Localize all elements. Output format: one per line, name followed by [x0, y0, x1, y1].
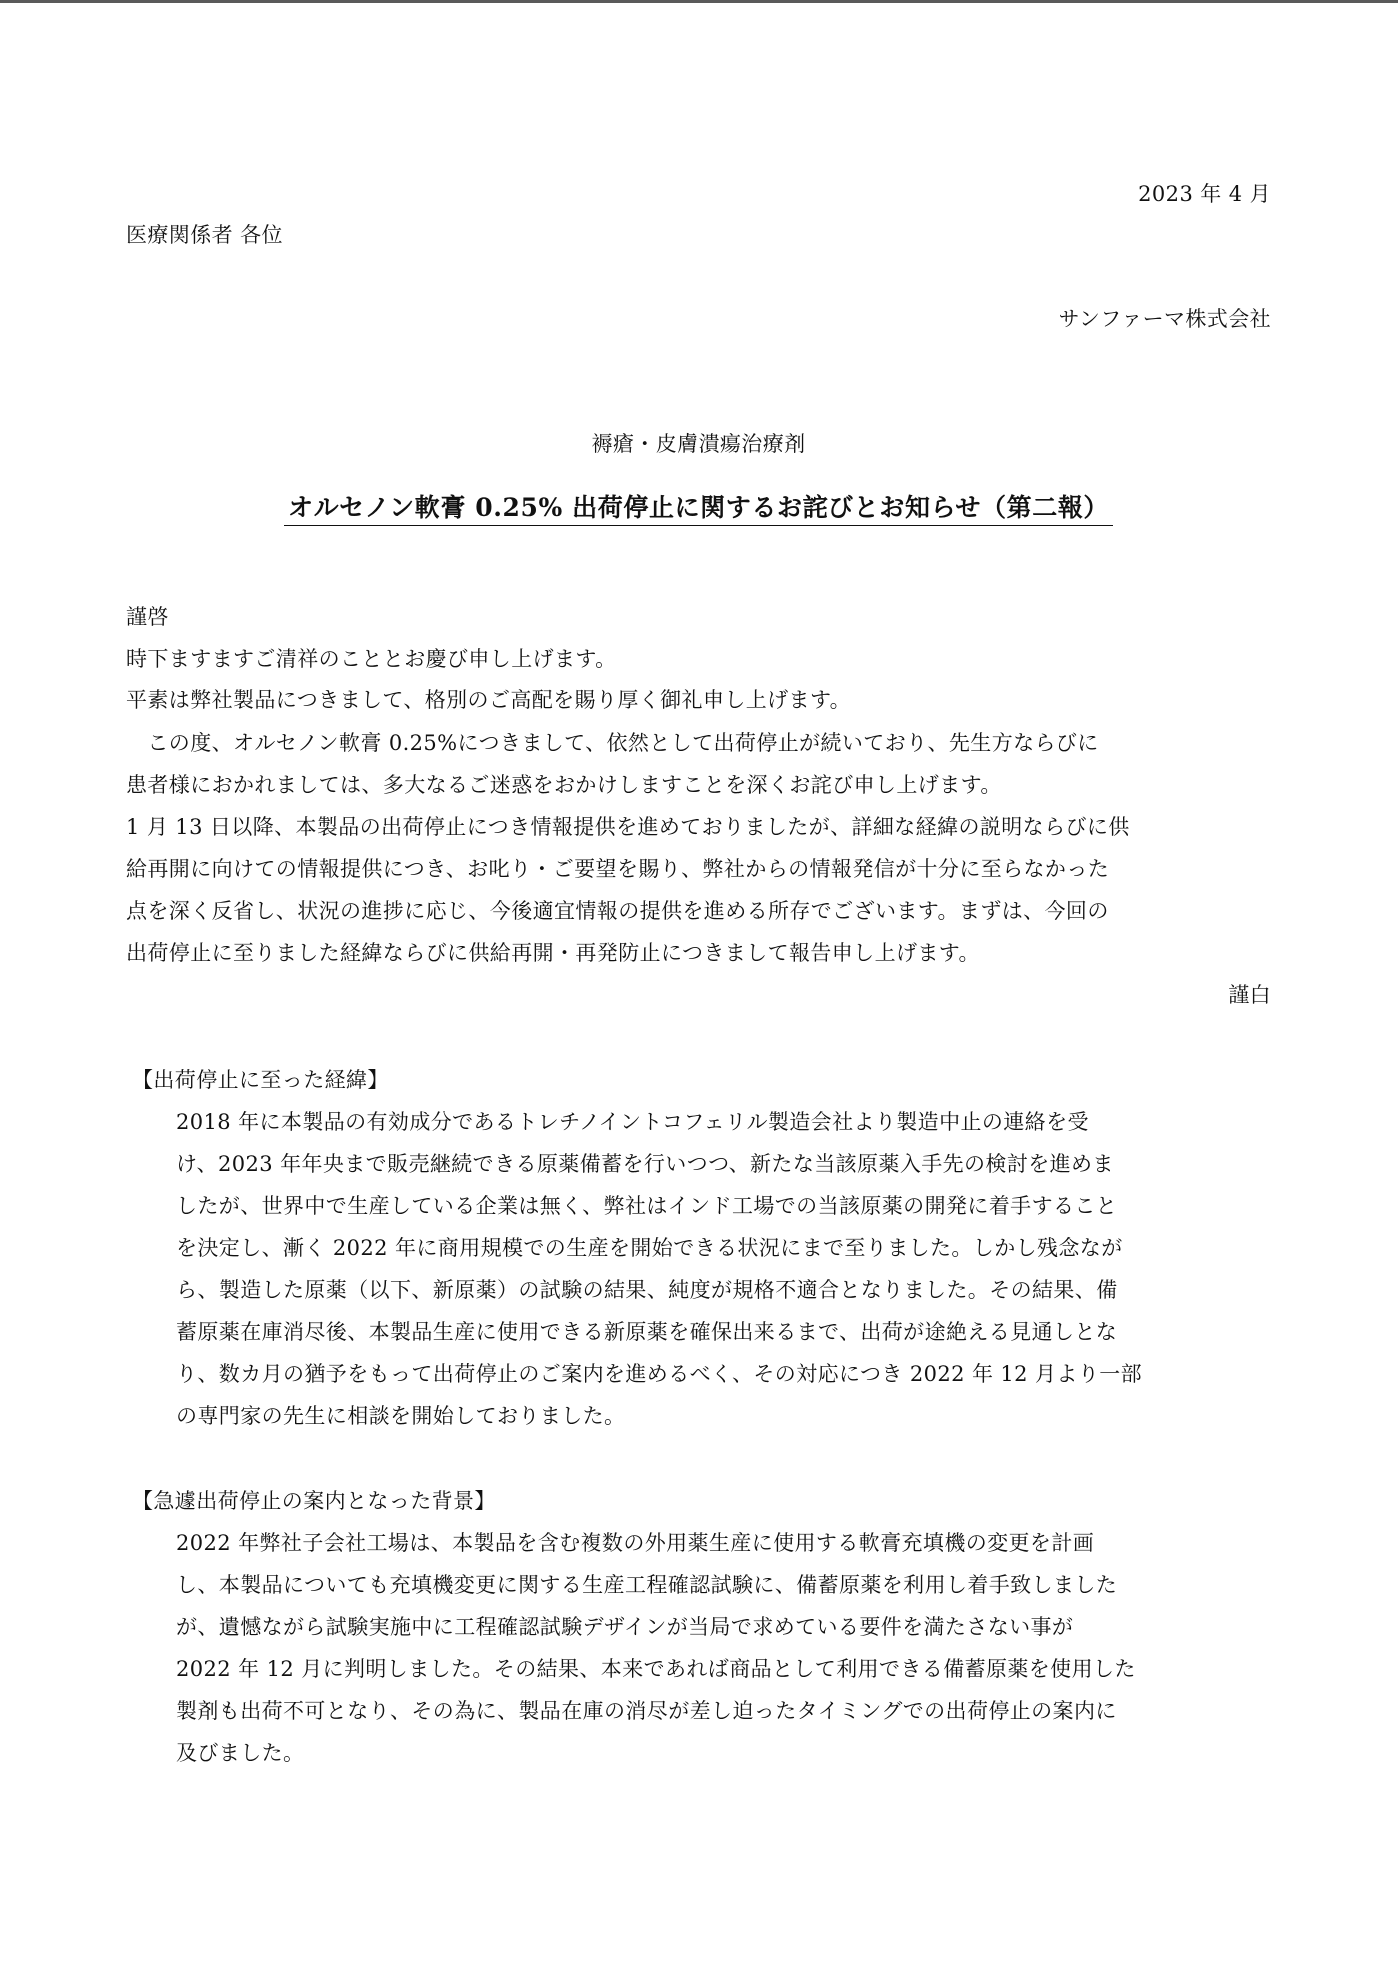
section-line: 蓄原薬在庫消尽後、本製品生産に使用できる新原薬を確保出来るまで、出荷が途絶える見通しとな	[176, 1320, 1118, 1344]
letter-line: 患者様におかれましては、多大なるご迷惑をおかけしますことを深くお詫び申し上げます。	[126, 773, 1002, 797]
section-line: け、2023 年年央まで販売継続できる原薬備蓄を行いつつ、新たな当該原薬入手先の検討を進めま	[176, 1152, 1114, 1176]
section-line: 2022 年 12 月に判明しました。その結果、本来であれば商品として利用できる備蓄原薬を使用した	[176, 1657, 1136, 1681]
section-heading-background: 【出荷停止に至った経緯】	[132, 1068, 389, 1092]
sender-company: サンファーマ株式会社	[1058, 307, 1271, 331]
section-line: 及びました。	[176, 1741, 305, 1765]
addressee: 医療関係者 各位	[126, 223, 283, 247]
letter-line: 給再開に向けての情報提供につき、お叱り・ご要望を賜り、弊社からの情報発信が十分に至らなかった	[126, 857, 1110, 881]
section-line: したが、世界中で生産している企業は無く、弊社はインド工場での当該原薬の開発に着手すること	[176, 1194, 1118, 1218]
section-line: ら、製造した原薬（以下、新原薬）の試験の結果、純度が規格不適合となりました。その結果、備	[176, 1278, 1118, 1302]
page-top-border	[0, 0, 1398, 3]
document-date: 2023 年 4 月	[1138, 182, 1271, 206]
letter-opening: 謹啓	[126, 605, 169, 629]
letter-line: この度、オルセノン軟膏 0.25%につきまして、依然として出荷停止が続いており、先生方ならびに	[126, 731, 1099, 755]
letter-line: 1 月 13 日以降、本製品の出荷停止につき情報提供を進めておりましたが、詳細な経緯の説明ならびに供	[126, 815, 1130, 839]
letter-line: 出荷停止に至りました経緯ならびに供給再開・再発防止につきまして報告申し上げます。	[126, 941, 980, 965]
section-line: 2022 年弊社子会社工場は、本製品を含む複数の外用薬生産に使用する軟膏充填機の変更を計画	[176, 1531, 1095, 1555]
section-line: の専門家の先生に相談を開始しておりました。	[176, 1404, 626, 1428]
section-line: 製剤も出荷不可となり、その為に、製品在庫の消尽が差し迫ったタイミングでの出荷停止の案内に	[176, 1699, 1117, 1723]
section-line: を決定し、漸く 2022 年に商用規模での生産を開始できる状況にまで至りました。しかし残念なが	[176, 1236, 1123, 1260]
document-title: オルセノン軟膏 0.25% 出荷停止に関するお詫びとお知らせ（第二報）	[284, 493, 1113, 526]
section-line: が、遺憾ながら試験実施中に工程確認試験デザインが当局で求めている要件を満たさない事が	[176, 1615, 1074, 1639]
section-line: り、数カ月の猶予をもって出荷停止のご案内を進めるべく、その対応につき 2022 年 12 月より一部	[176, 1362, 1143, 1386]
document-subtitle: 褥瘡・皮膚潰瘍治療剤	[591, 432, 806, 456]
letter-line: 平素は弊社製品につきまして、格別のご高配を賜り厚く御礼申し上げます。	[126, 688, 852, 712]
section-line: し、本製品についても充填機変更に関する生産工程確認試験に、備蓄原薬を利用し着手致しました	[176, 1573, 1118, 1597]
section-line: 2018 年に本製品の有効成分であるトレチノイントコフェリル製造会社より製造中止の連絡を受	[176, 1110, 1089, 1134]
letter-line: 点を深く反省し、状況の進捗に応じ、今後適宜情報の提供を進める所存でございます。まずは、今回の	[126, 899, 1109, 923]
letter-line: 時下ますますご清祥のこととお慶び申し上げます。	[126, 647, 617, 671]
section-heading-reason: 【急遽出荷停止の案内となった背景】	[132, 1489, 496, 1513]
document-title-wrap	[126, 493, 1271, 526]
letter-closing: 謹白	[1228, 983, 1271, 1007]
